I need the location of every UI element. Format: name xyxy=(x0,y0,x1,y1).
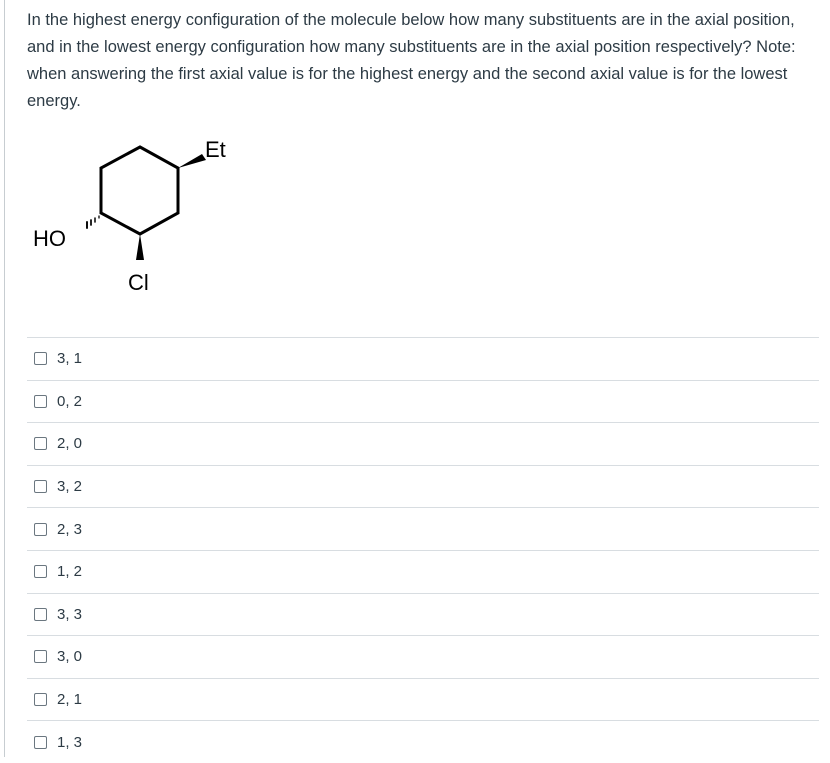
answer-checkbox[interactable] xyxy=(34,523,47,536)
answer-option[interactable] xyxy=(27,422,819,465)
wedge-bond-chlorine xyxy=(136,234,144,260)
answer-checkbox[interactable] xyxy=(34,565,47,578)
answer-checkbox[interactable] xyxy=(34,480,47,493)
answer-checkbox[interactable] xyxy=(34,352,47,365)
answer-options-list xyxy=(27,337,819,763)
answer-label: 2, 0 xyxy=(57,435,83,453)
answer-checkbox[interactable] xyxy=(34,437,47,450)
answer-label: 0, 2 xyxy=(57,392,83,410)
answer-checkbox[interactable] xyxy=(34,736,47,749)
answer-checkbox[interactable] xyxy=(34,650,47,663)
molecule-structure xyxy=(20,126,260,306)
hashed-bond-hydroxyl xyxy=(87,216,99,228)
hydroxyl-label: HO xyxy=(33,226,66,251)
answer-option[interactable] xyxy=(27,678,819,721)
answer-label: 2, 1 xyxy=(57,691,83,709)
answer-option[interactable] xyxy=(27,380,819,423)
chlorine-label: Cl xyxy=(128,270,149,295)
answer-option[interactable] xyxy=(27,337,819,380)
answer-label: 3, 0 xyxy=(57,648,83,666)
answer-label: 2, 3 xyxy=(57,520,83,538)
question-text: In the highest energy configuration of the molecule below how many substituents are in the axial position, and in the lowest energy configuration how many substituents are in the axial position respectively? Note: when answering the first axial value is for the highest energy and the second axial value is for the lowest energy. xyxy=(27,11,796,110)
answer-label: 3, 1 xyxy=(57,350,83,368)
cyclohexane-ring xyxy=(101,147,178,234)
ethyl-label: Et xyxy=(205,137,226,162)
answer-label: 1, 3 xyxy=(57,733,83,751)
answer-option[interactable] xyxy=(27,465,819,508)
wedge-bond-ethyl xyxy=(178,154,206,168)
answer-option[interactable] xyxy=(27,550,819,593)
answer-checkbox[interactable] xyxy=(34,693,47,706)
answer-option[interactable] xyxy=(27,635,819,678)
answer-option[interactable] xyxy=(27,507,819,550)
content-left-border xyxy=(4,0,5,757)
answer-checkbox[interactable] xyxy=(34,395,47,408)
answer-option[interactable] xyxy=(27,593,819,636)
answer-checkbox[interactable] xyxy=(34,608,47,621)
answer-label: 1, 2 xyxy=(57,563,83,581)
answer-label: 3, 2 xyxy=(57,478,83,496)
answer-label: 3, 3 xyxy=(57,605,83,623)
